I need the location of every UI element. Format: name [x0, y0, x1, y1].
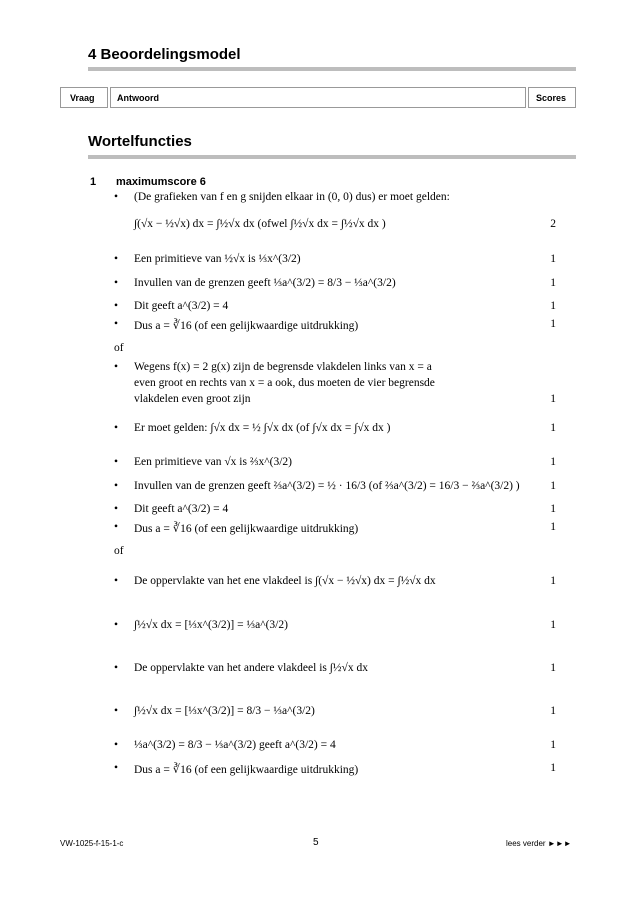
item-score: 1 — [550, 575, 556, 587]
question-title: maximumscore 6 — [116, 176, 206, 188]
item-text: ∫½√x dx = [⅓x^(3/2)] = ⅓a^(3/2) — [134, 619, 288, 631]
item-text: Dus a = ∛16 (of een gelijkwaardige uitdrukking) — [134, 320, 359, 332]
item-score: 1 — [550, 619, 556, 631]
item-score: 1 — [550, 318, 556, 330]
item-text: vlakdelen even groot zijn — [134, 393, 251, 405]
item-score: 1 — [550, 422, 556, 434]
item-score: 1 — [550, 393, 556, 405]
item-text: ⅓a^(3/2) = 8/3 − ⅓a^(3/2) geeft a^(3/2) = 4 — [134, 739, 336, 751]
item-score: 1 — [550, 662, 556, 674]
next-page-link[interactable]: lees verder ►►► — [506, 839, 572, 848]
page-number: 5 — [313, 837, 319, 848]
subsection-title: Wortelfuncties — [88, 133, 192, 150]
item-score: 1 — [550, 762, 556, 774]
item-score: 2 — [550, 218, 556, 230]
header-antwoord: Antwoord — [110, 87, 526, 108]
item-text: Wegens f(x) = 2 g(x) zijn de begrensde vlakdelen links van x = a — [134, 361, 432, 373]
header-vraag: Vraag — [60, 87, 108, 108]
item-text: Dus a = ∛16 (of een gelijkwaardige uitdrukking) — [134, 523, 359, 535]
section-divider — [88, 67, 576, 71]
item-score: 1 — [550, 521, 556, 533]
item-score: 1 — [550, 705, 556, 717]
item-score: 1 — [550, 503, 556, 515]
section-title: 4 Beoordelingsmodel — [88, 46, 241, 63]
item-text: ∫½√x dx = [⅓x^(3/2)] = 8/3 − ⅓a^(3/2) — [134, 705, 315, 717]
item-score: 1 — [550, 456, 556, 468]
item-text: Er moet gelden: ∫√x dx = ½ ∫√x dx (of ∫√x dx = ∫√x dx ) — [134, 422, 391, 434]
item-score: 1 — [550, 480, 556, 492]
item-text: (De grafieken van f en g snijden elkaar in (0, 0) dus) er moet gelden: — [134, 191, 450, 203]
footer-code: VW-1025-f-15-1-c — [60, 839, 124, 848]
item-text: Een primitieve van √x is ⅔x^(3/2) — [134, 456, 292, 468]
item-text: Dit geeft a^(3/2) = 4 — [134, 300, 229, 312]
item-score: 1 — [550, 277, 556, 289]
or-separator: of — [114, 545, 124, 557]
subsection-divider — [88, 155, 576, 159]
item-text: Een primitieve van ½√x is ⅓x^(3/2) — [134, 253, 301, 265]
item-text: Dus a = ∛16 (of een gelijkwaardige uitdrukking) — [134, 764, 359, 776]
item-score: 1 — [550, 300, 556, 312]
or-separator: of — [114, 342, 124, 354]
question-number: 1 — [90, 176, 97, 188]
item-text: Invullen van de grenzen geeft ⅓a^(3/2) = 8/3 − ⅓a^(3/2) — [134, 277, 396, 289]
item-text: Invullen van de grenzen geeft ⅔a^(3/2) = ½ · 16/3 (of ⅔a^(3/2) = 16/3 − ⅔a^(3/2) ) — [134, 480, 520, 492]
item-text: even groot en rechts van x = a ook, dus moeten de vier begrensde — [134, 377, 435, 389]
item-score: 1 — [550, 739, 556, 751]
item-formula: ∫(√x − ½√x) dx = ∫½√x dx (ofwel ∫½√x dx = ∫½√x dx ) — [134, 218, 386, 230]
item-text: Dit geeft a^(3/2) = 4 — [134, 503, 229, 515]
item-text: De oppervlakte van het andere vlakdeel is ∫½√x dx — [134, 662, 368, 674]
item-score: 1 — [550, 253, 556, 265]
header-scores: Scores — [528, 87, 576, 108]
item-text: De oppervlakte van het ene vlakdeel is ∫(√x − ½√x) dx = ∫½√x dx — [134, 575, 436, 587]
